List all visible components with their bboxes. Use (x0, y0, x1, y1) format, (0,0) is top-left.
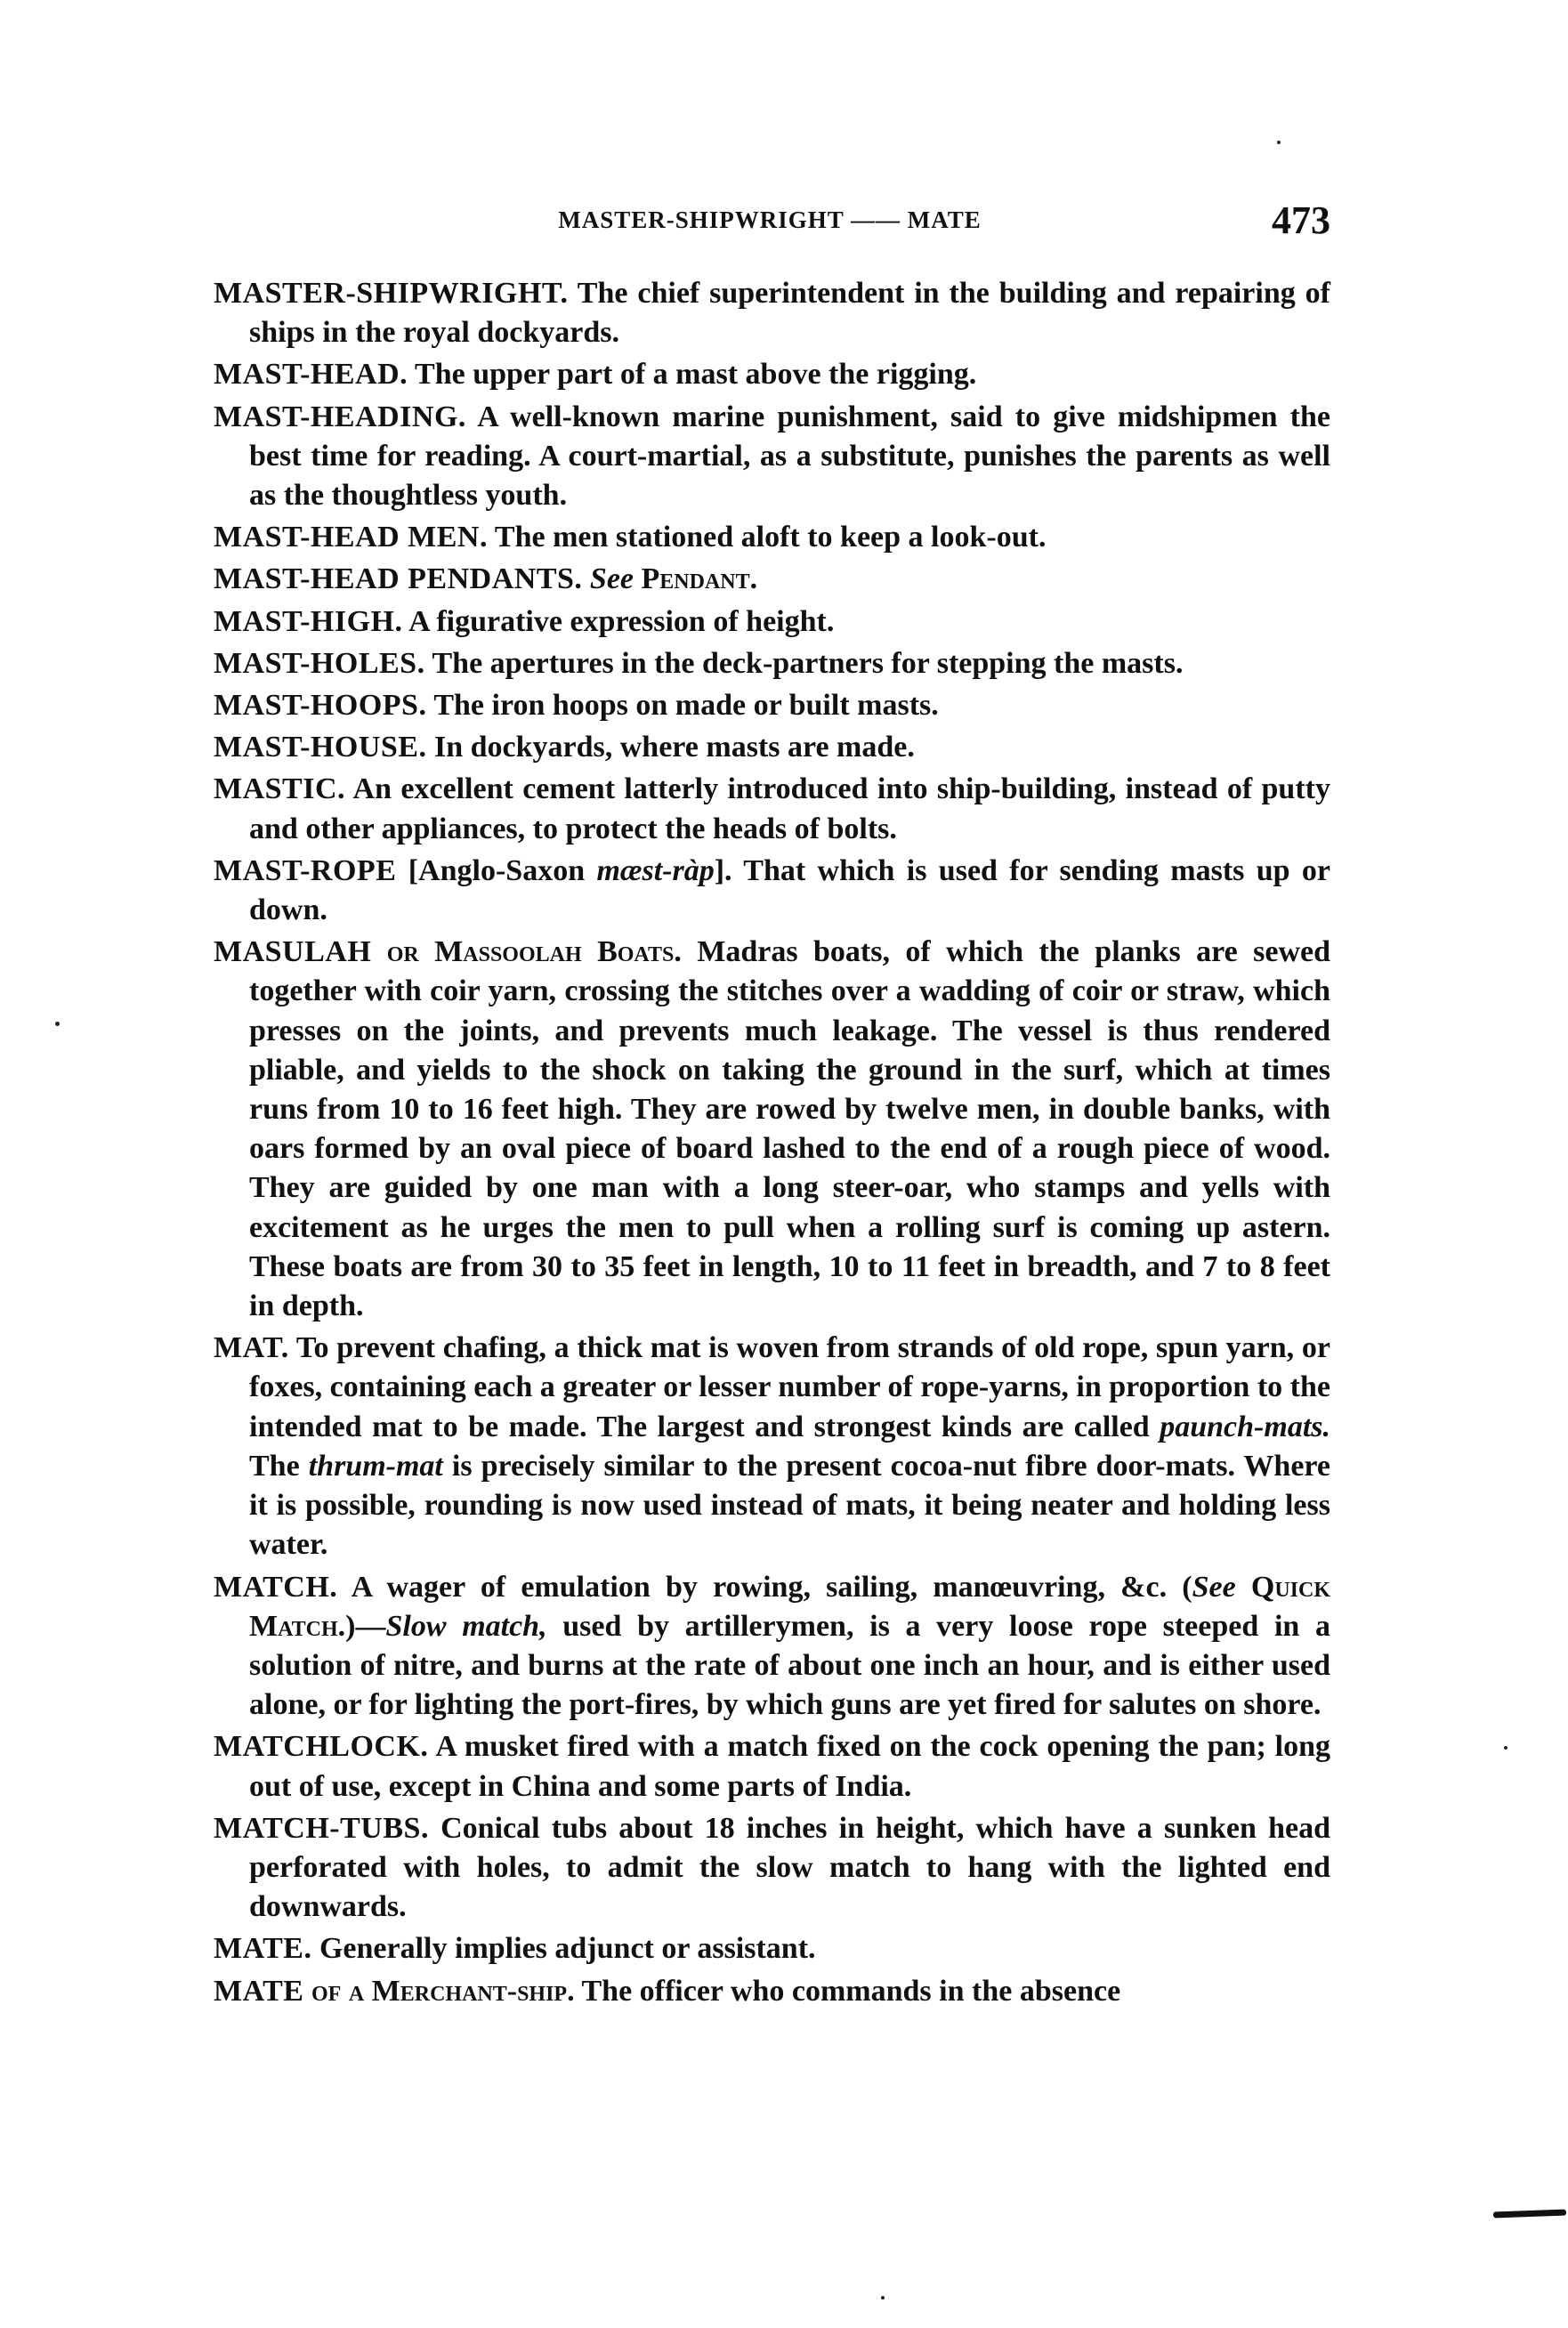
running-head (209, 194, 1330, 247)
entry-mast-hoops (214, 686, 1330, 725)
definition-part: A wager of emulation by rowing, sailing, manœuvring, &c. ( (337, 1570, 1192, 1604)
definition: A well-known marine punishment, said to give midshipmen the best time for reading. A court-martial, as a substitute, punishes the parents as well as the thoughtless youth. (249, 400, 1330, 513)
entry-mast-high (214, 602, 1330, 642)
headword: MAST-HEAD PENDANTS. (214, 562, 583, 596)
entry-match (214, 1568, 1330, 1726)
entry-mat (214, 1329, 1330, 1564)
headword-variant: of a Merchant-ship. (311, 1974, 575, 2008)
entry-matchlock (214, 1727, 1330, 1806)
scan-speck (55, 1022, 60, 1026)
headword-variant: or Massoolah Boats. (386, 935, 682, 969)
definition: The iron hoops on made or built masts. (426, 689, 939, 723)
definition-part: To prevent chafing, a thick mat is woven from strands of old rope, spun yarn, or foxes, containing each a greater or lesser number of rope-yarns, in proportion to the intended mat to be made. The largest and strongest kinds are called (249, 1331, 1330, 1443)
definition: A musket fired with a match fixed on the cock opening the pan; long out of use, except in China and some parts of India. (249, 1730, 1330, 1803)
entry-mast-head-men (214, 518, 1330, 557)
headword: MAST-HEADING. (214, 400, 466, 433)
headword: MAST-HOUSE. (214, 731, 427, 764)
headword: MATE (214, 1974, 304, 2008)
entry-list (214, 274, 1330, 2014)
headword: MATCH. (214, 1570, 338, 1604)
scan-speck (1504, 1746, 1507, 1750)
scan-mark (1493, 2210, 1566, 2219)
headword: MASTIC. (214, 772, 346, 806)
definition: The men stationed aloft to keep a look-out. (488, 521, 1047, 554)
entry-master-shipwright (214, 274, 1330, 352)
headword: MASTER-SHIPWRIGHT. (214, 277, 569, 310)
headword: MAT. (214, 1331, 289, 1365)
definition: Generally implies adjunct or assistant. (311, 1932, 816, 1966)
entry-mast-rope (214, 852, 1330, 930)
headword: MAST-HIGH. (214, 604, 403, 638)
see-label: See (589, 562, 634, 596)
page-number: 473 (1272, 198, 1330, 242)
headword: MAST-HEAD MEN. (214, 521, 488, 554)
entry-mast-holes (214, 644, 1330, 683)
entry-mate-of-merchant-ship (214, 1972, 1330, 2011)
term-italic: Slow match, (385, 1609, 547, 1643)
headword: MAST-HOLES. (214, 646, 425, 680)
headword: MATE. (214, 1932, 312, 1966)
see-label: See (1192, 1570, 1236, 1604)
headword: MASULAH (214, 935, 372, 969)
definition: In dockyards, where masts are made. (426, 731, 915, 764)
definition: The apertures in the deck-partners for stepping the masts. (424, 646, 1184, 680)
headword: MAST-HEAD. (214, 358, 408, 392)
entry-mastic (214, 770, 1330, 848)
term-italic: thrum-mat (308, 1449, 443, 1483)
definition: A figurative expression of height. (402, 604, 835, 638)
definition: Madras boats, of which the planks are sewed together with coir yarn, crossing the stitches over a wadding of coir or straw, which presses on the joints, and prevents much leakage. The vessel is thus rendered pliable, and yields to the shock on taking the ground in the surf, which at times runs from 10 to 16 feet high. They are rowed by twelve men, in double banks, with oars formed by an oval piece of board lashed to the end of a rough piece of wood. They are guided by one man with a long steer-oar, who stamps and yells with excitement as he urges the men to pull when a rolling surf is coming up astern. These boats are from 30 to 35 feet in length, 10 to 11 feet in breadth, and 7 to 8 feet in depth. (249, 935, 1331, 1323)
scan-speck (881, 2296, 885, 2300)
etymology-word: mæst-ràp (596, 853, 715, 887)
definition-part: used by artillerymen, is a very loose rope steeped in a solution of nitre, and burns at the rate of about one inch an hour, and is either used alone, or for lighting the port-fires, by which guns are yet fired for salutes on shore. (249, 1609, 1330, 1722)
running-title: MASTER-SHIPWRIGHT —— MATE (558, 206, 982, 233)
entry-mast-head-pendants (214, 560, 1330, 599)
definition: An excellent cement latterly introduced into ship-building, instead of putty and other appliances, to protect the heads of bolts. (249, 772, 1330, 845)
definition: Conical tubs about 18 inches in height, which have a sunken head perforated with holes, to admit the slow match to hang with the lighted end downwards. (249, 1811, 1330, 1924)
definition: The officer who commands in the absence (574, 1974, 1121, 2008)
term-italic: paunch-mats. (1160, 1410, 1330, 1443)
definition-part: )— (345, 1609, 386, 1643)
etymology-close: ]. (714, 853, 732, 887)
entry-mast-house (214, 728, 1330, 767)
cross-reference: Pendant. (641, 562, 758, 596)
definition: The chief superintendent in the building and repairing of ships in the royal dockyards. (249, 277, 1330, 350)
entry-match-tubs (214, 1809, 1330, 1928)
etymology-open: [Anglo-Saxon (396, 853, 597, 887)
definition-part: is precisely similar to the present cocoa-nut fibre door-mats. Where it is possible, rounding is now used instead of mats, it being neater and holding less water. (249, 1449, 1330, 1562)
entry-mate (214, 1929, 1330, 1968)
entry-mast-head (214, 355, 1330, 394)
headword: MAST-HOOPS. (214, 689, 427, 723)
scan-speck (1277, 141, 1281, 144)
definition: That which is used for sending masts up or down. (249, 853, 1330, 927)
entry-mast-heading (214, 398, 1330, 516)
cross-reference: Quick Match. (249, 1570, 1331, 1643)
definition: The upper part of a mast above the rigging. (408, 358, 977, 392)
headword: MATCH-TUBS. (214, 1811, 429, 1845)
headword: MAST-ROPE (214, 853, 397, 887)
entry-masulah (214, 933, 1330, 1326)
headword: MATCHLOCK. (214, 1730, 429, 1764)
definition-part: The (249, 1449, 309, 1483)
